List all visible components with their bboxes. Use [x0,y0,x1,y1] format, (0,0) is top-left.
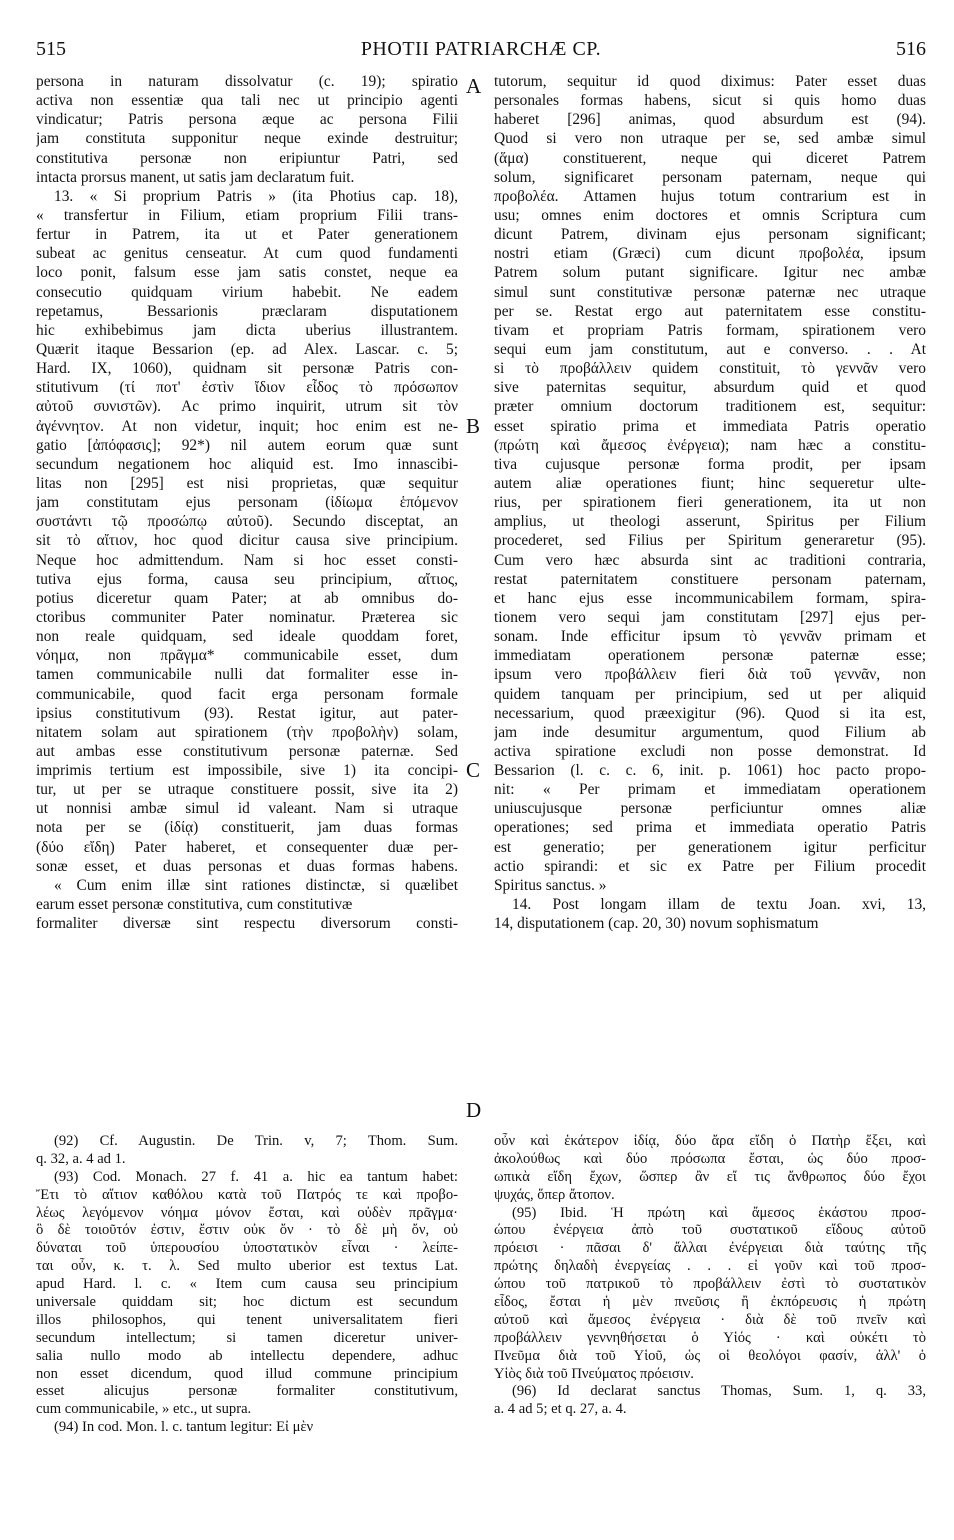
text-line: (πρώτη καὶ ἄμεσος ἐνέργεια); nam hæc a constitu- [494,436,926,454]
margin-letter-c: C [466,758,481,782]
text-line: sonæ esset, et duas personas et duas formas habens. [36,857,458,875]
footnote-line: οὖν καὶ ἑκάτερον ἰδίᾳ, δύο ἄρα εἴδη ὁ Πατὴρ ἕξει, καὶ [494,1133,926,1149]
footnote-line: Πνεῦμα διὰ τοῦ Υἱοῦ, ὡς οἱ θεολόγοι φασίν, ἀλλ' ὁ [494,1347,926,1364]
text-line: subeat ac genitus censeatur. At cum quod fundamenti [36,245,458,263]
text-line: 14. Post longam illam de textu Joan. xvi, 13, [512,896,926,914]
text-line: « transfertur in Filium, etiam proprium Filii trans- [36,206,458,224]
text-line: « Cum enim illæ sint rationes distinctæ, si quælibet [54,876,458,894]
footnote-line: λέως λεγόμενον νόημα μόνον ἔσται, καὶ οὐδὲν πρᾶγμα· [36,1204,458,1221]
text-line: solum, significaret personam paternam, neque qui [494,168,926,186]
text-line: Neque hoc admittendum. Nam si hoc esset consti- [36,551,458,569]
margin-letter-a: A [466,74,482,98]
footnote-line: πρόεισι · πᾶσαι δ' ἄλλαι ἐνέργειαι διὰ ταύτης τῆς [494,1240,926,1257]
footnote-line: ἀκολούθως καὶ δύο πρόσωπα ἔσται, ὡς δύο προσ- [494,1150,926,1167]
text-line: personales formas habens, sicut si quis homo duas [494,92,926,110]
footnotes-right [494,1133,926,1419]
footnote-line: πρώτης δηλαδὴ ἐνεργείας . . . εἰ γοῦν καὶ τοῦ προσ- [494,1258,926,1275]
footnote-line: a. 4 ad 5; et q. 27, a. 4. [494,1401,627,1418]
left-column [36,72,458,933]
footnote-line: αὐτοῦ καὶ ἄμεσος ἐνέργεια · διὰ δὲ τοῦ πνεῖν καὶ [494,1311,926,1328]
text-line: haberet [296] animas, quod absurdum est (94). [494,111,926,129]
text-line: autem aliæ operationes fiunt; hinc sequeretur ulte- [494,474,926,492]
text-line: formaliter diversæ sint respectu diversorum consti- [36,915,458,933]
right-column [494,72,926,933]
text-line: Patrem solum putant significare. Igitur nec ambæ [494,264,926,282]
text-line: συστάντι τῷ προσώπῳ αὐτοῦ). Secundo disceptat, an [36,513,458,531]
text-line: jam constitutam ejus personam (ἰδίωμα ἑπόμενον [36,494,458,512]
footnote-line: apud Hard. l. c. « Item cum causa seu principium [36,1276,458,1293]
text-line: nit: « Per primam et immediatam operationem [494,781,926,799]
text-line: (ἅμα) constituerent, neque qui diceret Patrem [494,149,926,167]
footnote-line: ωπικὰ εἴδη ἔχων, ὥσπερ ἂν εἴ τις ἄνθρωπος δύο ἔχοι [494,1168,926,1185]
text-line: est generatio; per generationem igitur perficitur [494,838,926,856]
text-line: 14, disputationem (cap. 20, 30) novum sophismatum [494,915,819,933]
text-line: Quærit itaque Bessarion (ep. ad Alex. Lascar. c. 5; [36,340,458,358]
text-line: uniuscujusque personæ perficiuntur omnes aliæ [494,800,926,818]
text-line: rius, per spirationem fieri generationem, ita ut non [494,494,926,512]
text-line: (δύο εἴδη) Pater haberet, et consequenter duæ per- [36,838,458,856]
text-line: tutiva ejus forma, causa seu principium, αἴτιος, [36,570,458,588]
text-line: actio spirandi: et sic ex Patre per Filium procedit [494,857,926,875]
footnote-line: (95) Ibid. Ἡ πρώτη καὶ ἄμεσος ἑκάστου προσ- [512,1204,926,1221]
footnote-line: illos philosophos, qui tenent universalitatem fieri [36,1311,458,1328]
footnote-line: ψυχάς, ὅπερ ἄτοπον. [494,1186,615,1203]
text-line: repetamus, Bessarionis præclaram disputationem [36,302,458,320]
text-line: gatio [ἀπόφασις]; 92*) nil autem eorum quæ sunt [36,436,458,454]
text-line: per se. Restat ergo aut paternitatem esse constitu- [494,302,926,320]
text-line: intacta prorsus manent, ut satis jam declaratum fuit. [36,168,355,186]
text-line: consecutio quidquam virium habebit. Ne eadem [36,283,458,301]
text-line: activa non essentiæ qua tali nec ut principio agenti [36,92,458,110]
text-line: constitutiva personæ non eripiuntur Patri, sed [36,149,458,167]
footnote-line: universale quiddam sit; hoc dictum est secundum [36,1294,458,1311]
text-line: αὐτοῦ συνιστῶν). Ac primo inquirit, utrum sit τὸν [36,398,458,416]
text-line: præter omnium doctorum traditionem est, sequitur: [494,398,926,416]
text-line: si τὸ προβάλλειν quidem constituit, τὸ γεννᾶν vero [494,360,926,378]
margin-letter-d: D [466,1098,482,1122]
text-line: procederet, sed Filius per Spiritum generaretur (95). [494,532,926,550]
footnote-line: (92) Cf. Augustin. De Trin. v, 7; Thom. Sum. [54,1133,458,1149]
text-line: Hard. IX, 1060), quidnam sit personæ Patris con- [36,360,458,378]
footnote-line: εἶδος, ἔσται ἡ μὲν πνεῦσις ἢ ἐκπόρευσις ἡ πρώτη [494,1294,926,1311]
text-line: quidem tanquam per principium, sed ut per aliquid [494,685,926,703]
text-line: immediatam operationem personæ paternæ esse; [494,647,926,665]
footnote-line: q. 32, a. 4 ad 1. [36,1150,126,1167]
text-line: usu; omnes enim doctores et omnis Scriptura cum [494,206,926,224]
text-line: sequi eum jam constitutum, aut e converso. . . At [494,340,926,358]
text-line: loco ponit, falsum esse jam satis constet, neque ea [36,264,458,282]
text-line: imprimis tertium est impossibile, sive 1) ita concipi- [36,762,458,780]
text-line: tamen communicabile nulli dat formaliter esse in- [36,666,458,684]
text-line: tur, ut per se utraque constituere possit, sive ita 2) [36,781,458,799]
text-line: hic exhibebimus jam dicta uberius illustrantem. [36,321,458,339]
text-line: activa spiratione excludi non posse demonstrat. Id [494,742,926,760]
text-line: tiva cujusque personæ forma prodit, per ipsam [494,455,926,473]
footnote-line: δύναται τοῦ ὑπερουσίου ὑποστατικὸν εἶναι · λείπε- [36,1240,458,1257]
page-header [36,38,926,68]
footnote-line: non esset dicendum, quod illud commune principium [36,1365,458,1382]
footnote-line: ται οὖν, κ. τ. λ. Sed multo uberior est textus Lat. [36,1258,458,1275]
text-line: dicunt Patrem, divinam ejus personam significant; [494,226,926,244]
text-line: stitutivum (τί ποτ' ἐστὶν ἴδιον εἶδος τὸ πρόσωπον [36,379,458,397]
text-line: amplius, ut theologi asserunt, Spiritus per Filium [494,513,926,531]
text-line: tutorum, sequitur id quod diximus: Pater esset duas [494,73,926,90]
footnote-line: cum communicabile, » etc., ut supra. [36,1401,252,1418]
text-line: Spiritus sanctus. » [494,876,607,894]
text-line: ut nonnisi ambæ simul id valeant. Nam si utraque [36,800,458,818]
text-line: potius diceretur quam Pater; at ab omnibus do- [36,589,458,607]
footnote-line: (94) In cod. Mon. l. c. tantum legitur: Εἰ μὲν [54,1419,314,1436]
text-line: tivam et propriam Patris formam, spirationem vero [494,321,926,339]
footnotes-left [36,1133,458,1437]
running-title: PHOTII PATRIARCHÆ CP. [360,38,602,60]
page-number-right: 516 [896,38,926,60]
text-line: litas non [295] est nisi proprietas, quæ sequitur [36,474,458,492]
text-line: ipsum vero προβάλλειν fieri διὰ τοῦ γεννᾶν, non [494,666,926,684]
text-line: νόημα, non πρᾶγμα* communicabile esset, dum [36,647,458,665]
footnote-line: salia nullo modo ab intellectu dependere, adhuc [36,1347,458,1364]
text-line: communicabile, quod facit erga personam formale [36,685,458,703]
text-line: nostri etiam (Græci) cum dicunt προβολέα, ipsum [494,245,926,263]
text-line: operationes; sed prima et immediata operatio Patris [494,819,926,837]
text-line: tionem vero sequi jam constitutam [297] ejus per- [494,608,926,626]
text-line: et hanc ejus esse incommunicabilem formam, spira- [494,589,926,607]
text-line: non reale quidquam, sed ideale quoddam foret, [36,628,458,646]
footnote-line: secundum intellectum; si tamen diceretur univer- [36,1329,458,1346]
text-line: jam constituta supponitur neque exinde destruitur; [36,130,458,148]
footnote-line: Ἔτι τὸ αἴτιον καθόλου κατὰ τοῦ Πατρός τε καὶ προβο- [36,1186,458,1203]
text-line: aut ambas esse constitutivum personæ paternæ. Sed [36,742,458,760]
text-line: ipsius constitutivum (93). Restat igitur, aut pater- [36,704,458,722]
text-line: vindicatur; Patris persona æque ac persona Filii [36,111,458,129]
footnote-line: esset alicujus personæ formaliter constitutivum, [36,1383,458,1400]
footnote-line: ώπου ἐνέργεια ἀπὸ τοῦ συστατικοῦ εἴδους αὐτοῦ [494,1222,926,1239]
text-line: esset spiratio prima et immediata Patris operatio [494,417,926,435]
footnote-line: ώπου τοῦ πατρικοῦ τὸ προβάλλειν ἐστὶ τὸ συστατικὸν [494,1276,926,1293]
text-line: sit τὸ αἴτιον, hoc quod dicitur causa sive principium. [36,532,458,550]
text-line: ἀγέννητον. At non videtur, inquit; hoc enim est ne- [36,417,458,435]
text-line: secundum negationem hoc aliquid est. Imo innascibi- [36,455,458,473]
text-line: sonam. Inde efficitur ipsum τὸ γεννᾶν primam et [494,628,926,646]
text-line: Cum vero hæc absurda sint ac traditioni contraria, [494,551,926,569]
text-line: nota per se (ἰδίᾳ) constituerit, jam duas formas [36,819,458,837]
text-line: nitatem solam aut spirationem (τὴν προβολὴν) solam, [36,723,458,741]
footnote-line: προβάλλειν γεννηθήσεται ὁ Υἱός · καὶ οὐκέτι τὸ [494,1329,926,1346]
text-line: persona in naturam dissolvatur (c. 19); spiratio [36,73,458,90]
page-number-left: 515 [36,38,66,60]
text-line: earum esset personæ constitutiva, cum constitutivæ [36,896,353,914]
footnote-line: ὃ δὲ τοιοῦτόν ἐστιν, ἔστιν οὐκ ὄν · τὸ δὲ μὴ ὄν, οὐ [36,1222,458,1239]
text-line: προβολέα. Attamen hujus totum contrarium est in [494,187,926,205]
text-line: Bessarion (l. c. c. 6, init. p. 1061) hoc pacto propo- [494,762,926,780]
text-line: sive paternitas sequitur, absurdum quid et quod [494,379,926,397]
text-line: jam inde desumitur argumentum, quod Filium ab [494,723,926,741]
text-line: ctoribus communiter Pater nominatur. Præterea sic [36,608,458,626]
footnote-line: (96) Id declarat sanctus Thomas, Sum. 1, q. 33, [512,1383,926,1400]
text-line: necessarium, quod præexigitur (96). Quod si ita est, [494,704,926,722]
text-line: simul sunt constitutivæ personæ paternæ nec utraque [494,283,926,301]
text-line: restat paternitatem constituere personam paternam, [494,570,926,588]
footnote-line: Υἱὸς διὰ τοῦ Πνεύματος πρόεισιν. [494,1365,694,1382]
footnote-line: (93) Cod. Monach. 27 f. 41 a. hic ea tantum habet: [54,1168,458,1185]
text-line: Quod si vero non utraque per se, sed ambæ simul [494,130,926,148]
margin-letter-b: B [466,414,481,438]
text-line: fertur in Patrem, ita ut et Pater generationem [36,226,458,244]
text-line: 13. « Si proprium Patris » (ita Photius cap. 18), [54,187,458,205]
